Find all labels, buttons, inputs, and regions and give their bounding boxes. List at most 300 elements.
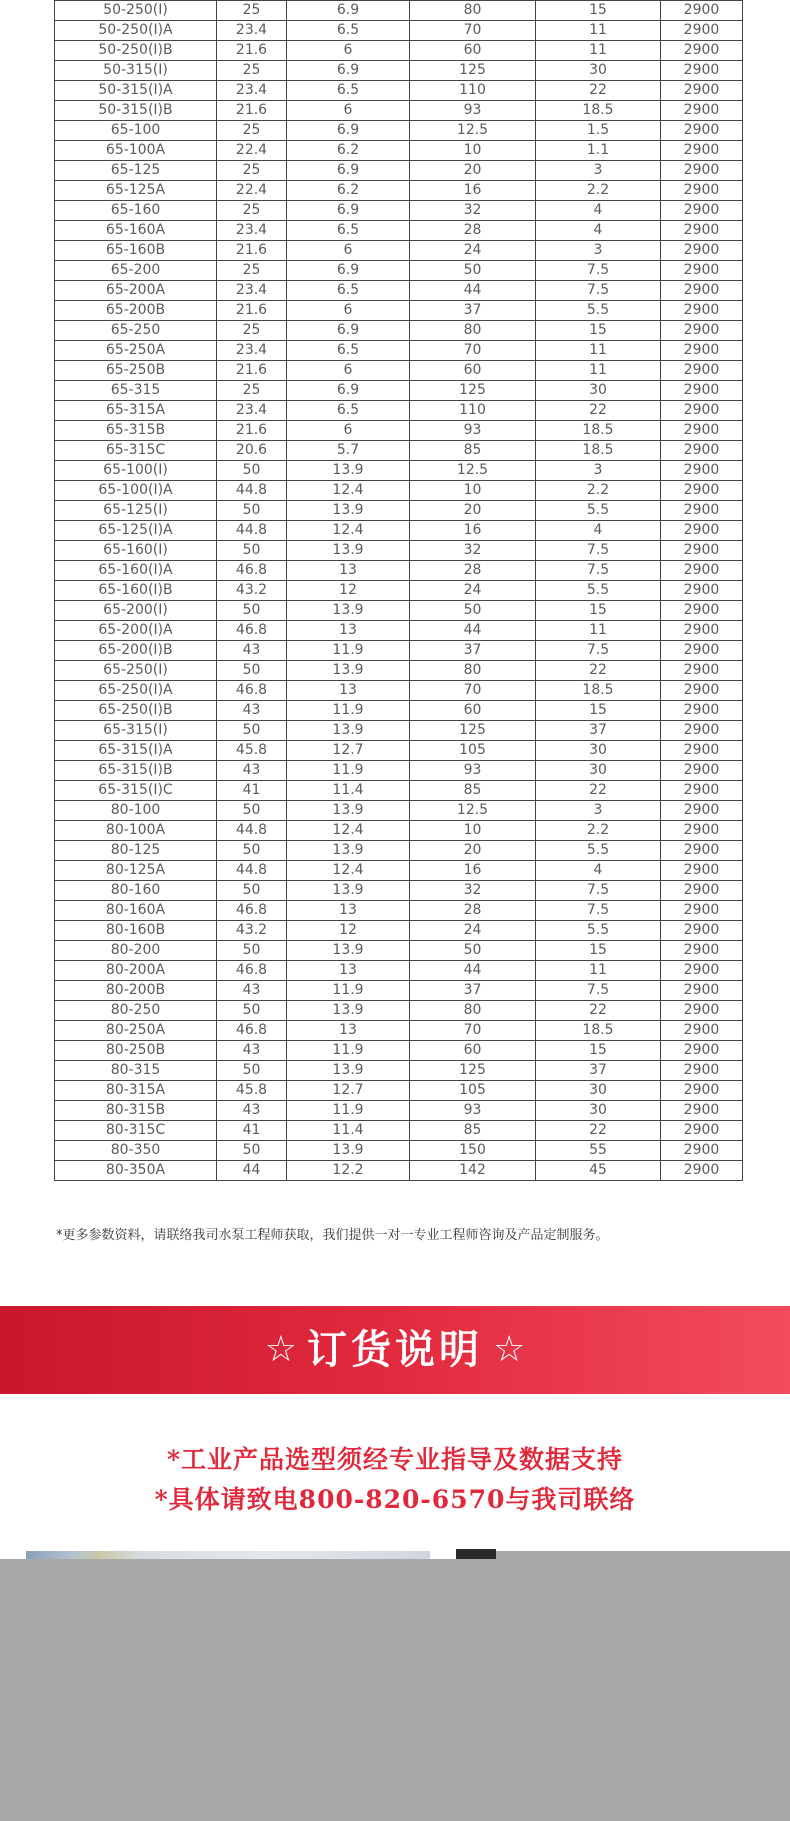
- cell-speed: 2900: [661, 1121, 743, 1141]
- cell-flow-ls: 12: [287, 921, 410, 941]
- cell-flow-m3h: 25: [217, 61, 287, 81]
- cell-flow-m3h: 23.4: [217, 281, 287, 301]
- cell-flow-m3h: 46.8: [217, 901, 287, 921]
- cell-model: 80-200: [55, 941, 217, 961]
- table-row: [55, 141, 743, 161]
- cell-flow-ls: 13.9: [287, 1141, 410, 1161]
- cell-flow-ls: 6: [287, 421, 410, 441]
- cell-power: 22: [536, 81, 661, 101]
- cell-power: 15: [536, 701, 661, 721]
- cell-flow-m3h: 43: [217, 701, 287, 721]
- cell-power: 18.5: [536, 681, 661, 701]
- cell-power: 5.5: [536, 501, 661, 521]
- cell-model: 50-250(I): [55, 1, 217, 21]
- cell-power: 3: [536, 801, 661, 821]
- cell-speed: 2900: [661, 661, 743, 681]
- loading-overlay-top: [496, 1551, 790, 1559]
- cell-flow-ls: 6.2: [287, 181, 410, 201]
- cell-power: 22: [536, 1121, 661, 1141]
- cell-head: 93: [410, 421, 536, 441]
- cell-power: 37: [536, 721, 661, 741]
- cell-speed: 2900: [661, 1, 743, 21]
- cell-flow-m3h: 50: [217, 601, 287, 621]
- cell-flow-m3h: 25: [217, 381, 287, 401]
- cell-power: 30: [536, 761, 661, 781]
- cell-model: 65-200: [55, 261, 217, 281]
- cell-power: 1.1: [536, 141, 661, 161]
- cell-power: 18.5: [536, 441, 661, 461]
- cell-speed: 2900: [661, 161, 743, 181]
- cell-head: 37: [410, 301, 536, 321]
- table-row: [55, 1061, 743, 1081]
- cell-power: 7.5: [536, 561, 661, 581]
- cell-power: 15: [536, 601, 661, 621]
- cell-model: 65-315(I)A: [55, 741, 217, 761]
- table-row: [55, 1081, 743, 1101]
- cell-speed: 2900: [661, 1081, 743, 1101]
- cell-model: 80-125A: [55, 861, 217, 881]
- table-row: [55, 581, 743, 601]
- cell-flow-ls: 12.7: [287, 741, 410, 761]
- cell-speed: 2900: [661, 841, 743, 861]
- cell-power: 7.5: [536, 261, 661, 281]
- cell-power: 22: [536, 401, 661, 421]
- cell-flow-m3h: 46.8: [217, 561, 287, 581]
- cell-model: 80-250: [55, 1001, 217, 1021]
- cell-power: 11: [536, 341, 661, 361]
- cell-speed: 2900: [661, 1101, 743, 1121]
- cell-head: 20: [410, 841, 536, 861]
- cell-head: 10: [410, 481, 536, 501]
- cell-model: 50-250(I)A: [55, 21, 217, 41]
- cell-power: 11: [536, 961, 661, 981]
- cell-speed: 2900: [661, 681, 743, 701]
- cell-flow-ls: 6.9: [287, 381, 410, 401]
- cell-power: 5.5: [536, 921, 661, 941]
- cell-flow-ls: 13.9: [287, 801, 410, 821]
- cell-head: 80: [410, 1, 536, 21]
- cell-model: 80-250A: [55, 1021, 217, 1041]
- cell-flow-m3h: 43: [217, 641, 287, 661]
- cell-flow-m3h: 25: [217, 161, 287, 181]
- cell-speed: 2900: [661, 861, 743, 881]
- cell-power: 11: [536, 41, 661, 61]
- cell-flow-ls: 13: [287, 681, 410, 701]
- cell-flow-ls: 6: [287, 41, 410, 61]
- cell-flow-m3h: 41: [217, 1121, 287, 1141]
- table-row: [55, 1161, 743, 1181]
- cell-speed: 2900: [661, 761, 743, 781]
- cell-head: 37: [410, 981, 536, 1001]
- table-row: [55, 41, 743, 61]
- cell-head: 105: [410, 741, 536, 761]
- cell-power: 7.5: [536, 981, 661, 1001]
- cell-flow-ls: 6.5: [287, 21, 410, 41]
- cell-head: 93: [410, 1101, 536, 1121]
- cell-power: 7.5: [536, 881, 661, 901]
- cell-flow-ls: 12.2: [287, 1161, 410, 1181]
- cell-model: 65-200(I)B: [55, 641, 217, 661]
- cell-model: 65-315A: [55, 401, 217, 421]
- cell-head: 93: [410, 761, 536, 781]
- cell-speed: 2900: [661, 561, 743, 581]
- cell-flow-m3h: 50: [217, 1001, 287, 1021]
- cell-flow-ls: 6.9: [287, 201, 410, 221]
- cell-flow-ls: 6.9: [287, 161, 410, 181]
- cell-speed: 2900: [661, 1041, 743, 1061]
- table-row: [55, 681, 743, 701]
- cell-flow-ls: 11.9: [287, 1101, 410, 1121]
- cell-speed: 2900: [661, 621, 743, 641]
- cell-flow-m3h: 41: [217, 781, 287, 801]
- table-row: [55, 901, 743, 921]
- cell-head: 32: [410, 541, 536, 561]
- cell-model: 65-200(I)A: [55, 621, 217, 641]
- cell-flow-m3h: 50: [217, 661, 287, 681]
- cell-flow-m3h: 23.4: [217, 21, 287, 41]
- cell-speed: 2900: [661, 501, 743, 521]
- table-row: [55, 381, 743, 401]
- cell-flow-m3h: 22.4: [217, 181, 287, 201]
- cell-power: 4: [536, 521, 661, 541]
- cell-model: 65-250B: [55, 361, 217, 381]
- cell-flow-ls: 11.9: [287, 761, 410, 781]
- cell-head: 110: [410, 401, 536, 421]
- cell-flow-m3h: 50: [217, 461, 287, 481]
- cell-speed: 2900: [661, 181, 743, 201]
- cell-flow-ls: 12.7: [287, 1081, 410, 1101]
- cell-model: 65-125A: [55, 181, 217, 201]
- cell-head: 125: [410, 1061, 536, 1081]
- cell-flow-ls: 13: [287, 901, 410, 921]
- table-row: [55, 481, 743, 501]
- cell-power: 30: [536, 1101, 661, 1121]
- cell-power: 18.5: [536, 101, 661, 121]
- cell-power: 15: [536, 321, 661, 341]
- table-row: [55, 521, 743, 541]
- cell-speed: 2900: [661, 961, 743, 981]
- table-row: [55, 61, 743, 81]
- cell-speed: 2900: [661, 241, 743, 261]
- cell-head: 32: [410, 201, 536, 221]
- table-row: [55, 161, 743, 181]
- cell-flow-m3h: 43: [217, 1101, 287, 1121]
- cell-head: 125: [410, 61, 536, 81]
- banner-title: 订货说明: [307, 1327, 483, 1373]
- cell-flow-m3h: 21.6: [217, 41, 287, 61]
- cell-flow-m3h: 44.8: [217, 861, 287, 881]
- cell-head: 24: [410, 921, 536, 941]
- cell-flow-ls: 6.5: [287, 401, 410, 421]
- cell-head: 70: [410, 681, 536, 701]
- table-row: [55, 261, 743, 281]
- cell-speed: 2900: [661, 341, 743, 361]
- cell-model: 80-200A: [55, 961, 217, 981]
- table-row: [55, 641, 743, 661]
- cell-model: 65-160(I)A: [55, 561, 217, 581]
- table-row: [55, 1101, 743, 1121]
- cell-flow-m3h: 50: [217, 881, 287, 901]
- cell-speed: 2900: [661, 581, 743, 601]
- cell-flow-m3h: 43.2: [217, 581, 287, 601]
- cell-model: 65-160A: [55, 221, 217, 241]
- cell-flow-m3h: 45.8: [217, 741, 287, 761]
- cell-model: 65-315(I): [55, 721, 217, 741]
- table-row: [55, 1141, 743, 1161]
- table-row: [55, 401, 743, 421]
- cell-power: 22: [536, 781, 661, 801]
- cell-power: 7.5: [536, 281, 661, 301]
- cell-model: 50-315(I)A: [55, 81, 217, 101]
- cell-speed: 2900: [661, 61, 743, 81]
- cell-head: 24: [410, 581, 536, 601]
- cell-power: 5.5: [536, 301, 661, 321]
- table-row: [55, 1041, 743, 1061]
- cell-flow-ls: 13.9: [287, 881, 410, 901]
- star-left-icon: ☆: [264, 1329, 297, 1370]
- cell-flow-ls: 11.9: [287, 1041, 410, 1061]
- cell-model: 80-250B: [55, 1041, 217, 1061]
- cell-power: 18.5: [536, 421, 661, 441]
- cell-speed: 2900: [661, 121, 743, 141]
- cell-flow-m3h: 50: [217, 501, 287, 521]
- cell-flow-ls: 13.9: [287, 461, 410, 481]
- cell-speed: 2900: [661, 201, 743, 221]
- cell-model: 65-315C: [55, 441, 217, 461]
- cell-power: 5.5: [536, 581, 661, 601]
- cell-model: 80-125: [55, 841, 217, 861]
- cell-flow-m3h: 44.8: [217, 481, 287, 501]
- cell-model: 65-100A: [55, 141, 217, 161]
- cell-flow-m3h: 50: [217, 841, 287, 861]
- cell-speed: 2900: [661, 921, 743, 941]
- table-row: [55, 281, 743, 301]
- cell-power: 15: [536, 1, 661, 21]
- cell-speed: 2900: [661, 701, 743, 721]
- cell-flow-ls: 11.9: [287, 701, 410, 721]
- cell-model: 80-160: [55, 881, 217, 901]
- cell-model: 80-160A: [55, 901, 217, 921]
- cell-model: 80-100: [55, 801, 217, 821]
- table-row: [55, 81, 743, 101]
- parameter-note: *更多参数资料，请联络我司水泵工程师获取，我们提供一对一专业工程师咨询及产品定制服务。: [56, 1228, 609, 1243]
- cell-head: 20: [410, 161, 536, 181]
- cell-speed: 2900: [661, 601, 743, 621]
- cell-head: 60: [410, 1041, 536, 1061]
- cell-power: 1.5: [536, 121, 661, 141]
- cell-head: 70: [410, 21, 536, 41]
- cell-flow-m3h: 25: [217, 321, 287, 341]
- cell-head: 125: [410, 381, 536, 401]
- cell-power: 3: [536, 161, 661, 181]
- cell-head: 70: [410, 341, 536, 361]
- cell-model: 50-315(I)B: [55, 101, 217, 121]
- cell-flow-m3h: 25: [217, 1, 287, 21]
- cell-flow-ls: 13.9: [287, 1001, 410, 1021]
- cell-model: 65-315(I)B: [55, 761, 217, 781]
- cell-model: 65-200B: [55, 301, 217, 321]
- cell-flow-ls: 6.5: [287, 81, 410, 101]
- cell-flow-ls: 12.4: [287, 821, 410, 841]
- cell-speed: 2900: [661, 521, 743, 541]
- cell-flow-ls: 13.9: [287, 601, 410, 621]
- table-row: [55, 201, 743, 221]
- table-row: [55, 181, 743, 201]
- cell-flow-ls: 13: [287, 621, 410, 641]
- table-row: [55, 361, 743, 381]
- cell-flow-m3h: 50: [217, 801, 287, 821]
- cell-flow-m3h: 43.2: [217, 921, 287, 941]
- cell-power: 15: [536, 1041, 661, 1061]
- table-row: [55, 601, 743, 621]
- cell-speed: 2900: [661, 741, 743, 761]
- cell-model: 65-125: [55, 161, 217, 181]
- cell-model: 65-160(I)B: [55, 581, 217, 601]
- cell-flow-m3h: 21.6: [217, 421, 287, 441]
- cell-flow-m3h: 46.8: [217, 621, 287, 641]
- cell-model: 65-100(I): [55, 461, 217, 481]
- cell-model: 65-125(I): [55, 501, 217, 521]
- cell-model: 50-315(I): [55, 61, 217, 81]
- cell-model: 80-315B: [55, 1101, 217, 1121]
- table-row: [55, 861, 743, 881]
- cell-power: 55: [536, 1141, 661, 1161]
- cell-flow-ls: 11.4: [287, 781, 410, 801]
- spec-table: [54, 0, 743, 1181]
- table-row: [55, 301, 743, 321]
- table-row: [55, 1021, 743, 1041]
- table-row: [55, 701, 743, 721]
- table-row: [55, 1121, 743, 1141]
- cell-flow-ls: 12: [287, 581, 410, 601]
- table-row: [55, 781, 743, 801]
- cell-power: 7.5: [536, 901, 661, 921]
- table-row: [55, 441, 743, 461]
- cell-flow-ls: 13.9: [287, 721, 410, 741]
- cell-flow-m3h: 21.6: [217, 301, 287, 321]
- cell-flow-ls: 6.5: [287, 341, 410, 361]
- cell-head: 28: [410, 561, 536, 581]
- cell-power: 5.5: [536, 841, 661, 861]
- cell-speed: 2900: [661, 361, 743, 381]
- cell-head: 28: [410, 221, 536, 241]
- cell-model: 65-250(I): [55, 661, 217, 681]
- cell-head: 20: [410, 501, 536, 521]
- cell-head: 150: [410, 1141, 536, 1161]
- cell-flow-m3h: 25: [217, 261, 287, 281]
- cell-head: 85: [410, 781, 536, 801]
- cell-speed: 2900: [661, 281, 743, 301]
- cell-flow-ls: 13.9: [287, 941, 410, 961]
- cell-model: 65-200(I): [55, 601, 217, 621]
- cell-flow-m3h: 50: [217, 1061, 287, 1081]
- cell-model: 80-315C: [55, 1121, 217, 1141]
- cell-power: 30: [536, 61, 661, 81]
- cell-head: 50: [410, 601, 536, 621]
- cell-head: 12.5: [410, 461, 536, 481]
- table-row: [55, 421, 743, 441]
- promo-line-1: *工业产品选型须经专业指导及数据支持: [166, 1445, 624, 1474]
- cell-flow-m3h: 25: [217, 121, 287, 141]
- table-row: [55, 621, 743, 641]
- cell-flow-ls: 6.9: [287, 61, 410, 81]
- cell-power: 4: [536, 221, 661, 241]
- cell-speed: 2900: [661, 781, 743, 801]
- cell-flow-m3h: 21.6: [217, 361, 287, 381]
- cell-power: 11: [536, 621, 661, 641]
- table-row: [55, 801, 743, 821]
- cell-head: 44: [410, 281, 536, 301]
- cell-head: 85: [410, 441, 536, 461]
- cell-flow-ls: 13.9: [287, 661, 410, 681]
- cell-head: 60: [410, 361, 536, 381]
- cell-power: 2.2: [536, 481, 661, 501]
- spec-table-body: [55, 1, 743, 1181]
- cell-head: 37: [410, 641, 536, 661]
- cell-flow-m3h: 21.6: [217, 241, 287, 261]
- table-row: [55, 121, 743, 141]
- cell-flow-m3h: 44: [217, 1161, 287, 1181]
- table-row: [55, 501, 743, 521]
- cell-model: 50-250(I)B: [55, 41, 217, 61]
- cell-speed: 2900: [661, 461, 743, 481]
- table-row: [55, 941, 743, 961]
- cell-power: 2.2: [536, 181, 661, 201]
- cell-flow-m3h: 44.8: [217, 521, 287, 541]
- cell-speed: 2900: [661, 301, 743, 321]
- cell-power: 15: [536, 941, 661, 961]
- cell-power: 30: [536, 381, 661, 401]
- cell-power: 2.2: [536, 821, 661, 841]
- cell-flow-m3h: 43: [217, 1041, 287, 1061]
- cell-power: 22: [536, 661, 661, 681]
- cell-power: 4: [536, 201, 661, 221]
- cell-model: 80-350A: [55, 1161, 217, 1181]
- cell-flow-m3h: 50: [217, 941, 287, 961]
- cell-head: 60: [410, 41, 536, 61]
- table-row: [55, 101, 743, 121]
- cell-flow-ls: 6.2: [287, 141, 410, 161]
- table-row: [55, 881, 743, 901]
- factory-photo: [26, 1551, 430, 1559]
- cell-flow-m3h: 43: [217, 981, 287, 1001]
- cell-flow-m3h: 25: [217, 201, 287, 221]
- cell-flow-ls: 12.4: [287, 481, 410, 501]
- cell-model: 65-250A: [55, 341, 217, 361]
- cell-head: 60: [410, 701, 536, 721]
- cell-speed: 2900: [661, 401, 743, 421]
- cell-head: 80: [410, 661, 536, 681]
- cell-model: 65-160(I): [55, 541, 217, 561]
- cell-power: 18.5: [536, 1021, 661, 1041]
- cell-flow-ls: 6: [287, 301, 410, 321]
- cell-flow-m3h: 50: [217, 1141, 287, 1161]
- promo-line-2: *具体请致电800-820-6570与我司联络: [154, 1485, 636, 1514]
- table-row: [55, 721, 743, 741]
- table-row: [55, 561, 743, 581]
- cell-speed: 2900: [661, 221, 743, 241]
- cell-speed: 2900: [661, 1161, 743, 1181]
- cell-head: 85: [410, 1121, 536, 1141]
- cell-power: 45: [536, 1161, 661, 1181]
- cell-flow-m3h: 22.4: [217, 141, 287, 161]
- cell-speed: 2900: [661, 941, 743, 961]
- table-row: [55, 341, 743, 361]
- cell-speed: 2900: [661, 821, 743, 841]
- cell-speed: 2900: [661, 901, 743, 921]
- cell-model: 65-100(I)A: [55, 481, 217, 501]
- cell-flow-ls: 13: [287, 561, 410, 581]
